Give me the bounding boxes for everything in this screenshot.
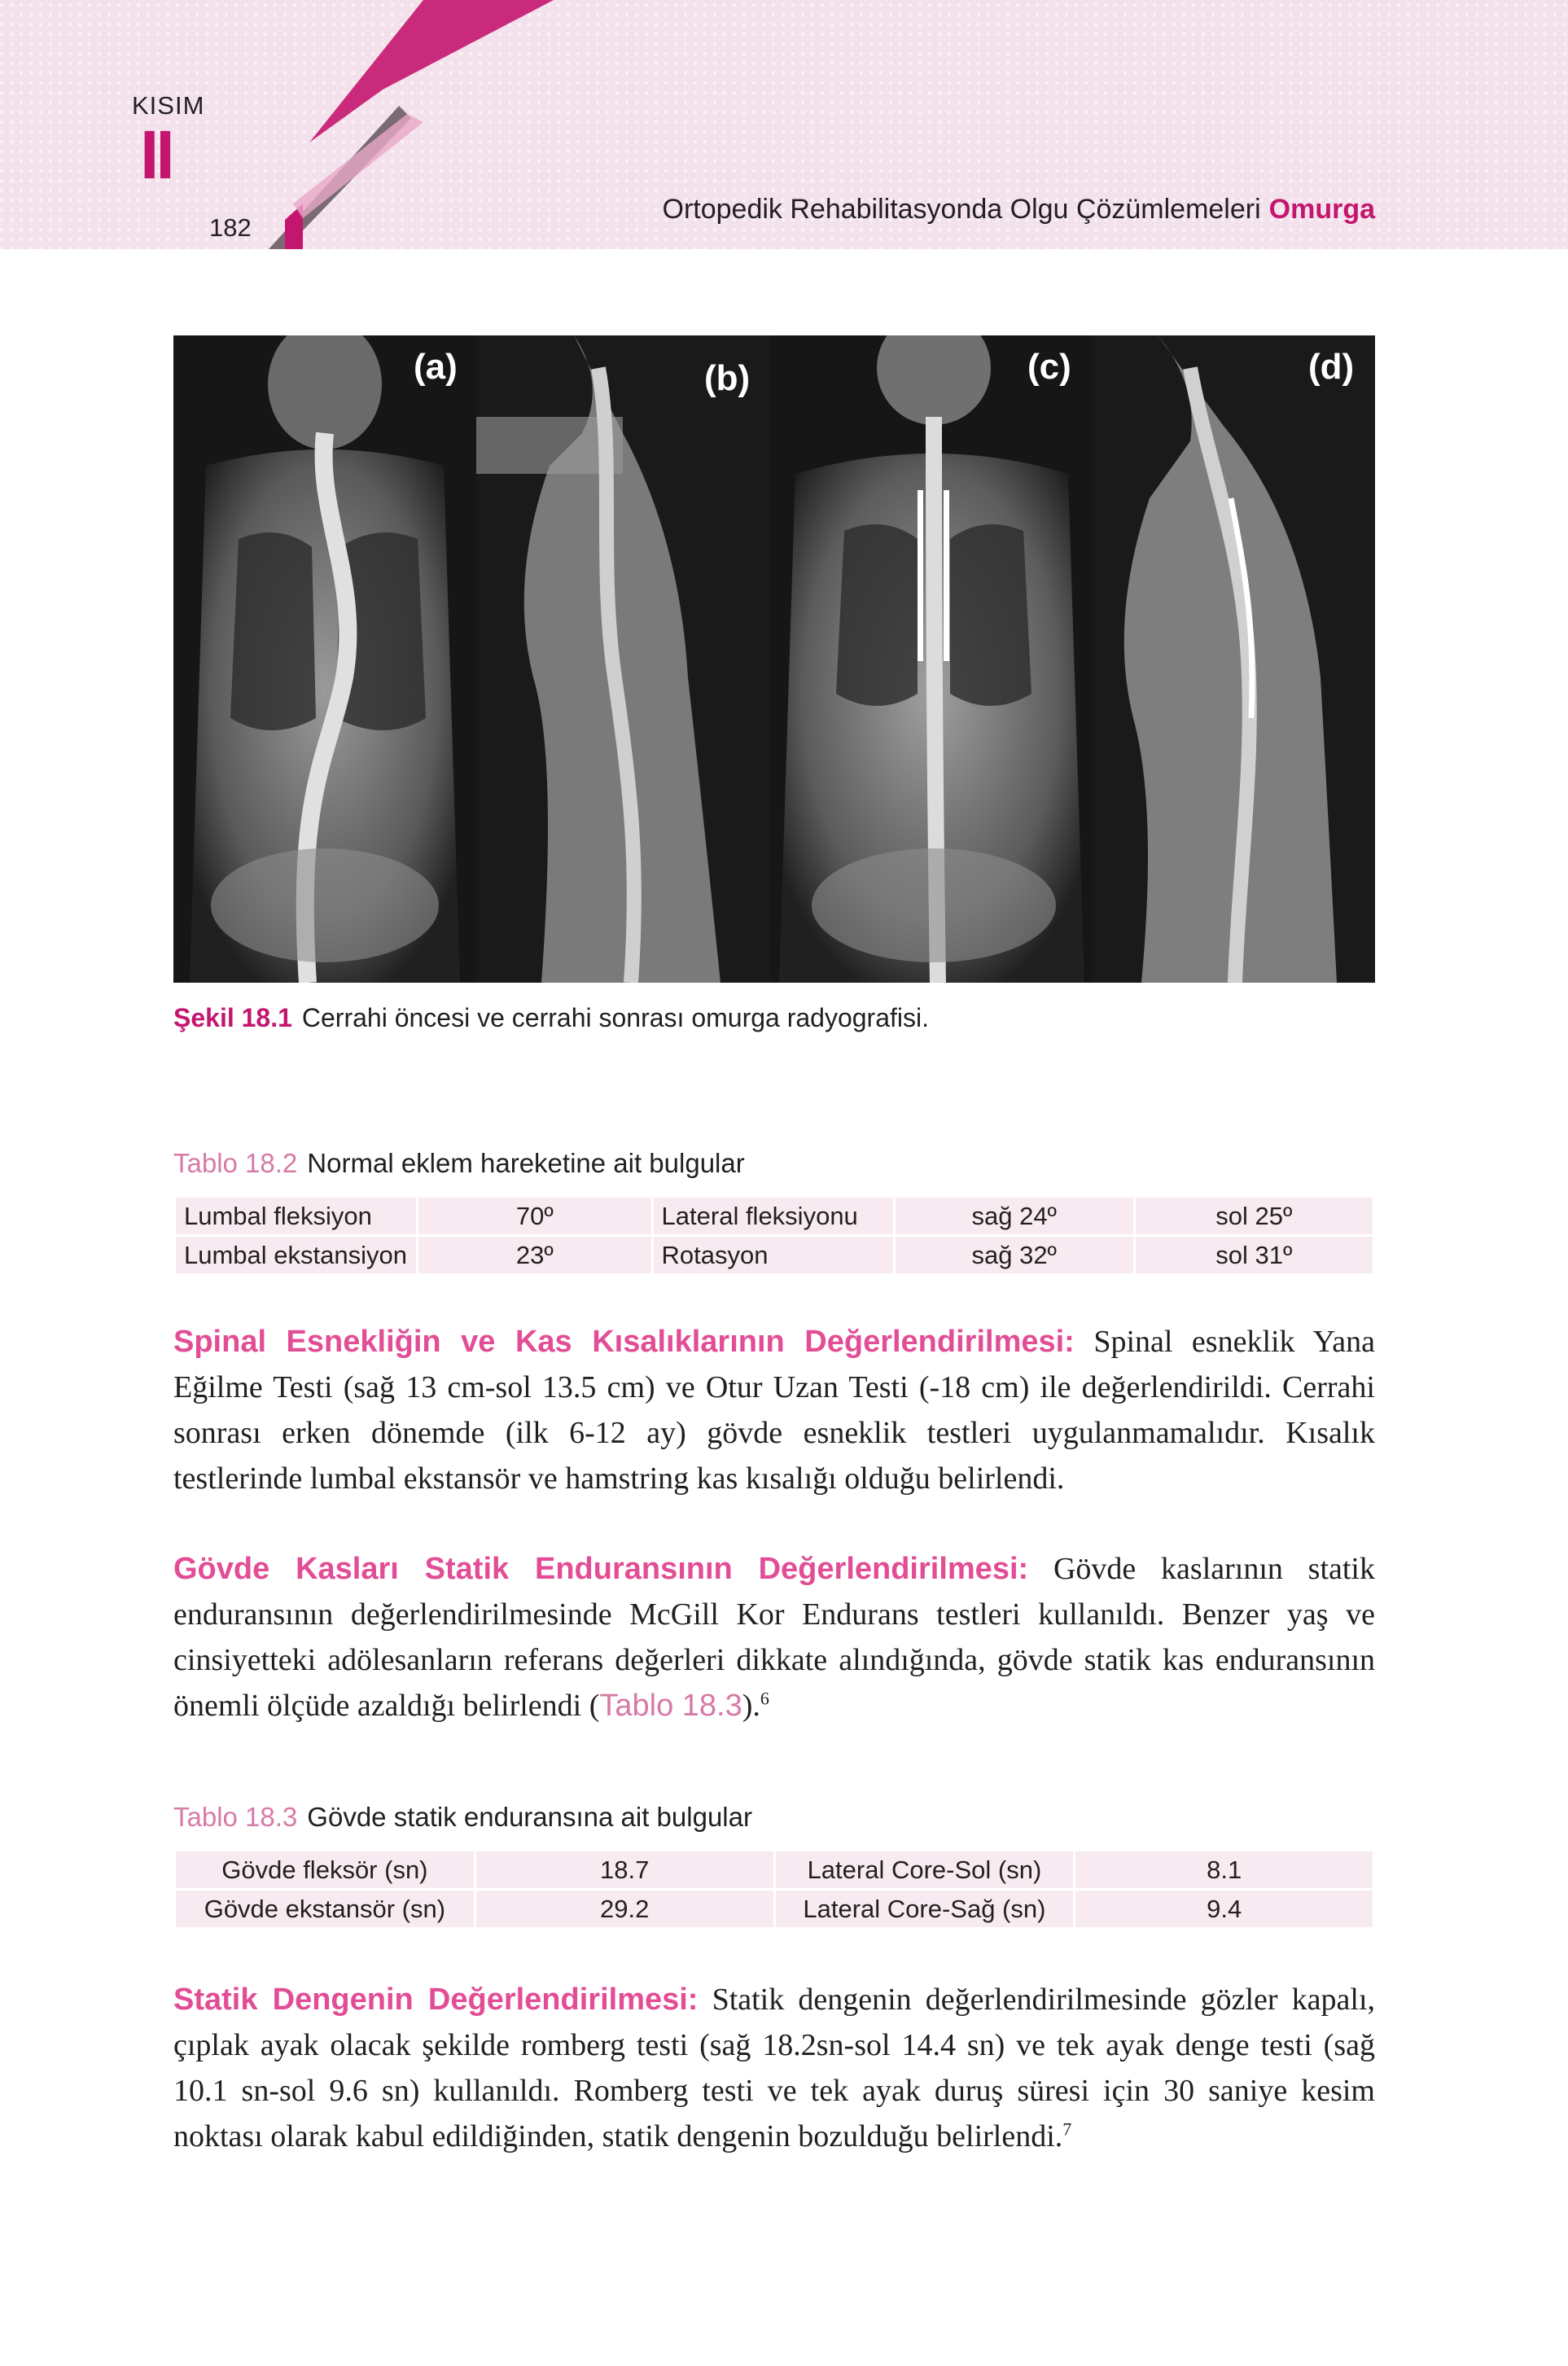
table-18-2-caption: Normal eklem hareketine ait bulgular [307,1148,745,1178]
paragraph-text-end: ). [742,1689,760,1723]
part-numeral: II [140,116,172,193]
xray-image-a [173,335,476,983]
part-label: KISIM [132,91,205,120]
table-cell: sol 31º [1136,1237,1373,1273]
table-cell: 9.4 [1075,1891,1373,1927]
xray-panel-a [173,335,476,983]
paragraph-text: Gövde kaslarının statik enduransının değerlendirilmesinde McGill Kor Endurans testleri kullanıldı. Benzer yaş ve cinsiyetteki adölesanların referans değerleri dikkate alındığında, gövde statik kas enduransının önemli ölçüde azaldığı belirlendi ( [173,1552,1375,1723]
table-row [176,1198,1373,1234]
table-cell: Lateral fleksiyonu [654,1198,893,1234]
table-18-3-label: Tablo 18.3 [173,1802,298,1832]
table-cell: Lumbal ekstansiyon [176,1237,416,1273]
table-row [176,1851,1373,1888]
paragraph-text: Statik dengenin değerlendirilmesinde gözler kapalı, çıplak ayak olacak şekilde romberg testi (sağ 18.2sn-sol 14.4 sn) ve tek ayak denge testi (sağ 10.1 sn-sol 9.6 sn) kullanıldı. Romberg testi ve tek ayak duruş süresi için 30 saniye kesim noktası olarak kabul edildiğinden, statik dengenin bozulduğu belirlendi. [173,1983,1375,2153]
table-cell: Lateral Core-Sol (sn) [776,1851,1074,1888]
table-cell: Rotasyon [654,1237,893,1273]
xray-panel-c [771,335,1093,983]
table-18-3 [173,1849,1375,1930]
panel-label-b: (b) [704,358,751,398]
table-cell: 23º [418,1237,651,1273]
table-cell: 70º [418,1198,651,1234]
table-18-2-label: Tablo 18.2 [173,1148,298,1178]
paragraph-text: Spinal esneklik Yana Eğilme Testi (sağ 13 cm-sol 13.5 cm) ve Otur Uzan Testi (-18 cm) ile değerlendirildi. Cerrahi sonrası erken dönemde (ilk 6-12 ay) gövde esneklik testleri uygulanmamalıdır. Kısalık testlerinde lumbal ekstansör ve hamstring kas kısalığı olduğu belirlendi. [173,1325,1375,1496]
table-row [176,1891,1373,1927]
panel-label-a: (a) [414,347,458,387]
running-head [663,194,1376,226]
paragraph-heading: Spinal Esnekliğin ve Kas Kısalıklarının Değerlendirilmesi: [173,1325,1075,1359]
table-cell: 29.2 [476,1891,773,1927]
panel-label-c: (c) [1027,347,1071,387]
table-cell: sağ 32º [896,1237,1133,1273]
table-cell: Gövde fleksör (sn) [176,1851,474,1888]
citation-ref: 7 [1062,2118,1072,2140]
xray-image-c [771,335,1093,983]
table-cell: Lateral Core-Sağ (sn) [776,1891,1074,1927]
figure-caption [173,1003,929,1033]
citation-ref: 6 [760,1688,769,1709]
paragraph-heading: Gövde Kasları Statik Enduransının Değerlendirilmesi: [173,1552,1029,1586]
table-18-2-title [173,1148,745,1179]
xray-panel-b [476,335,771,983]
paragraph-heading: Statik Dengenin Değerlendirilmesi: [173,1983,699,2017]
paragraph-static-balance [173,1977,1375,2159]
xray-panel-d [1093,335,1375,983]
table-cell: sağ 24º [896,1198,1133,1234]
paragraph-trunk-endurance [173,1546,1375,1728]
page-number: 182 [209,213,252,242]
table-cell: Gövde ekstansör (sn) [176,1891,474,1927]
table-cell: 18.7 [476,1851,773,1888]
section-name: Omurga [1268,194,1375,225]
book-title: Ortopedik Rehabilitasyonda Olgu Çözümlemeleri [662,194,1261,225]
xray-image-b [476,335,771,983]
paragraph-spinal-flexibility [173,1319,1375,1501]
table-row [176,1237,1373,1273]
table-18-3-title [173,1802,752,1833]
figure-caption-text: Cerrahi öncesi ve cerrahi sonrası omurga radyografisi. [301,1003,929,1032]
table-cell: sol 25º [1136,1198,1373,1234]
xray-figure [173,335,1375,983]
panel-label-d: (d) [1308,347,1355,387]
xray-image-d [1093,335,1375,983]
table-18-3-caption: Gövde statik enduransına ait bulgular [307,1802,752,1832]
table-cell: Lumbal fleksiyon [176,1198,416,1234]
table-18-2 [173,1195,1375,1276]
table-cell: 8.1 [1075,1851,1373,1888]
figure-caption-label: Şekil 18.1 [173,1003,292,1032]
table-reference-link[interactable]: Tablo 18.3 [599,1689,742,1723]
